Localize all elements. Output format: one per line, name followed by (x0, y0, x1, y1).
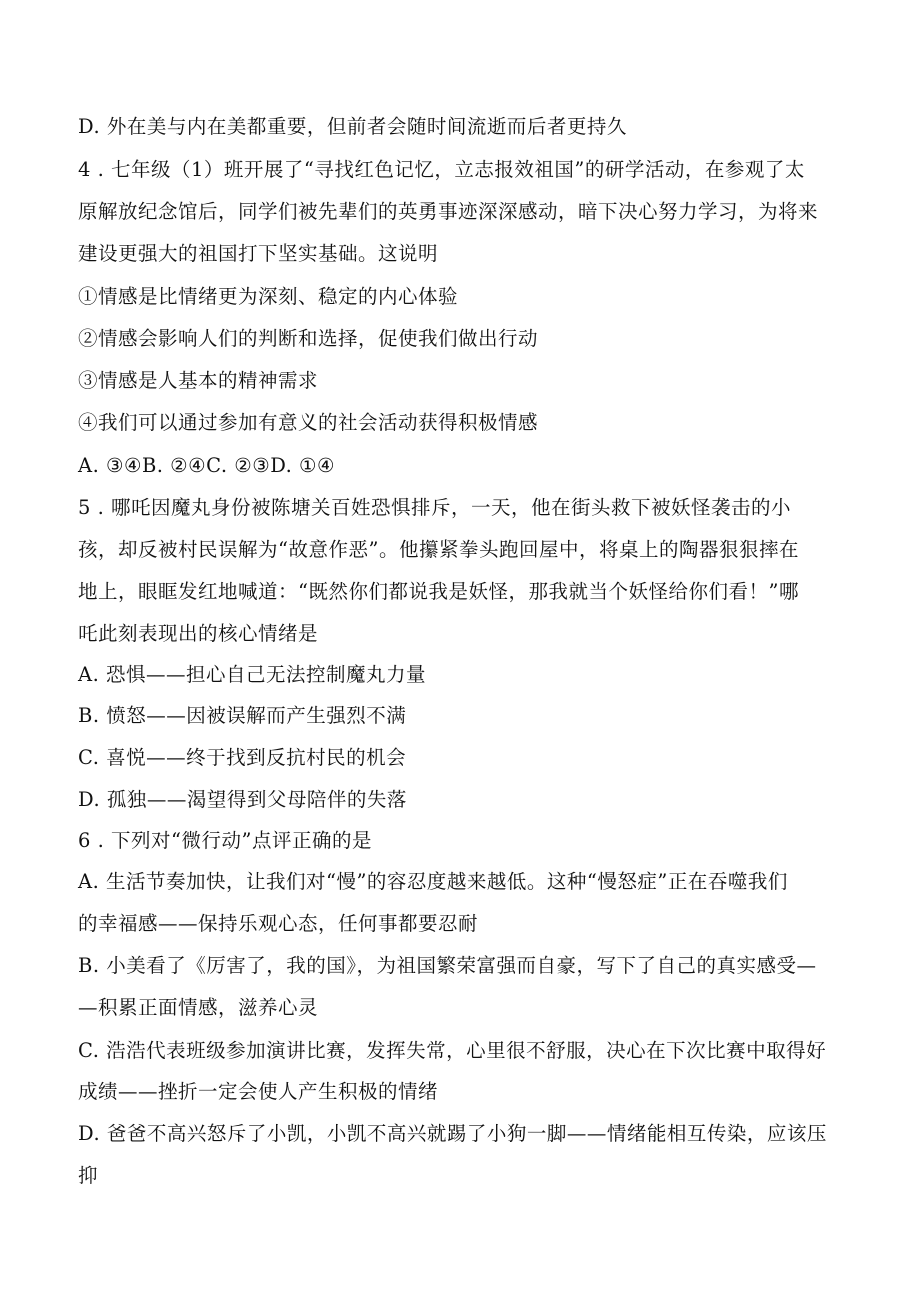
option-6d-line-2: 抑 (78, 1164, 99, 1187)
question-4-line-1: 4 . 七年级（1）班开展了“寻找红色记忆，立志报效祖国”的研学活动，在参观了太 (78, 158, 805, 181)
option-3d: D. 外在美与内在美都重要，但前者会随时间流逝而后者更持久 (78, 115, 627, 138)
question-4-line-2: 原解放纪念馆后，同学们被先辈们的英勇事迹深深感动，暗下决心努力学习，为将来 (78, 200, 819, 223)
option-6c-line-2: 成绩——挫折一定会使人产生积极的情绪 (78, 1080, 439, 1103)
option-6a-line-2: 的幸福感——保持乐观心态，任何事都要忍耐 (78, 912, 479, 935)
option-5a: A. 恐惧——担心自己无法控制魔丸力量 (78, 663, 426, 686)
question-5-line-3: 地上，眼眶发红地喊道：“既然你们都说我是妖怪，那我就当个妖怪给你们看！”哪 (78, 580, 799, 603)
statement-1: ①情感是比情绪更为深刻、稳定的内心体验 (78, 285, 459, 308)
statement-4: ④我们可以通过参加有意义的社会活动获得积极情感 (78, 411, 539, 434)
option-5d: D. 孤独——渴望得到父母陪伴的失落 (78, 788, 407, 811)
option-6c-line-1: C. 浩浩代表班级参加演讲比赛，发挥失常，心里很不舒服，决心在下次比赛中取得好 (78, 1039, 827, 1062)
option-6b-line-1: B. 小美看了《厉害了，我的国》，为祖国繁荣富强而自豪，写下了自己的真实感受— (78, 954, 817, 977)
statement-2: ②情感会影响人们的判断和选择，促使我们做出行动 (78, 327, 539, 350)
option-6b-line-2: —积累正面情感，滋养心灵 (78, 996, 319, 1019)
option-6a-line-1: A. 生活节奏加快，让我们对“慢”的容忍度越来越低。这种“慢怒症”正在吞噬我们 (78, 870, 788, 893)
option-5b: B. 愤怒——因被误解而产生强烈不满 (78, 704, 407, 727)
question-5-line-4: 吒此刻表现出的核心情绪是 (78, 622, 319, 645)
question-4-options: A. ③④B. ②④C. ②③D. ①④ (78, 454, 336, 477)
option-5c: C. 喜悦——终于找到反抗村民的机会 (78, 746, 407, 769)
statement-3: ③情感是人基本的精神需求 (78, 369, 319, 392)
question-5-line-1: 5 . 哪吒因魔丸身份被陈塘关百姓恐惧排斥，一天，他在街头救下被妖怪袭击的小 (78, 496, 792, 519)
question-4-line-3: 建设更强大的祖国打下坚实基础。这说明 (78, 242, 439, 265)
question-5-line-2: 孩，却反被村民误解为“故意作恶”。他攥紧拳头跑回屋中，将桌上的陶器狠狠摔在 (78, 538, 799, 561)
option-6d-line-1: D. 爸爸不高兴怒斥了小凯，小凯不高兴就踢了小狗一脚——情绪能相互传染，应该压 (78, 1122, 827, 1145)
question-6-line-1: 6 . 下列对“微行动”点评正确的是 (78, 829, 372, 852)
